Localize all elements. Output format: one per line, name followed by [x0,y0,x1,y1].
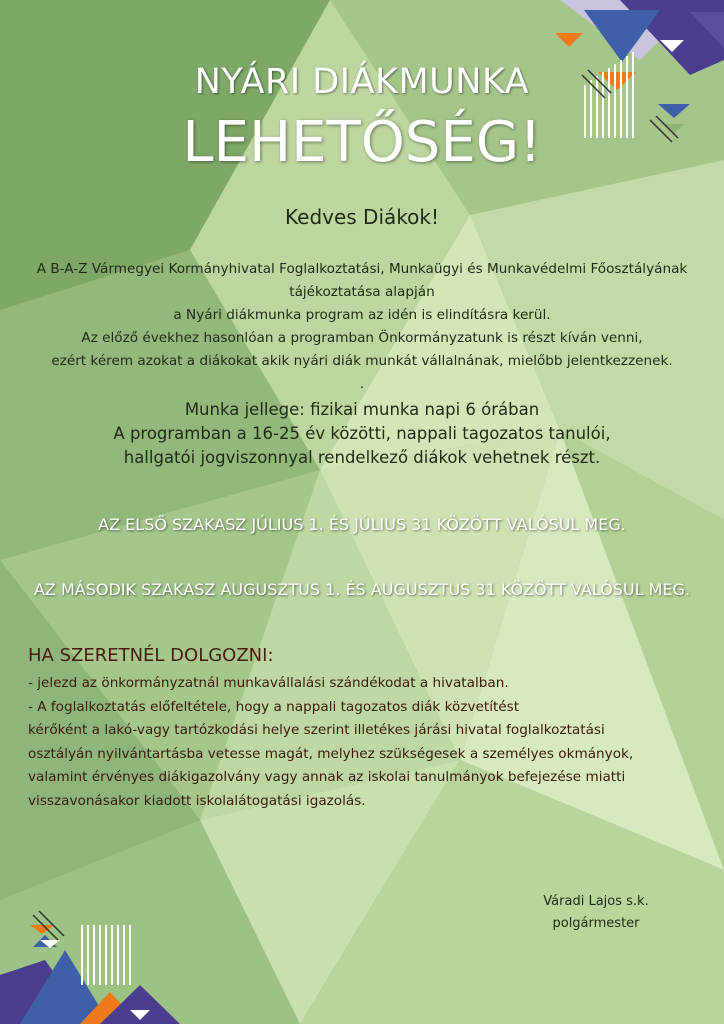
apply-instructions [28,672,708,814]
apply-line: visszavonásakor kiadott iskolalátogatási igazolás. [28,792,366,809]
intro-line: ezért kérem azokat a diákokat akik nyári diák munkát vállalnának, mielőbb jelentkezzenek. [51,353,673,369]
apply-line: - A foglalkoztatás előfeltétele, hogy a nappali tagozatos diák közvetítést [28,698,520,715]
signature-role: polgármester [552,916,640,931]
apply-line: - jelezd az önkormányzatnál munkavállalási szándékodat a hivatalban. [28,675,509,691]
title-line-1: NYÁRI DIÁKMUNKA [194,62,530,102]
signature-name: Váradi Lajos s.k. [543,894,649,909]
intro-line: . [359,376,365,392]
apply-line: kérőként a lakó-vagy tartózkodási helye szerint illetékes járási hivatal foglalkoztatási [28,722,605,739]
apply-line: valamint érvényes diákigazolvány vagy annak az iskolai tanulmányok befejezése miatti [28,769,626,786]
intro-line: Az előző évekhez hasonlóan a programban Önkormányzatunk is részt kíván venni, [81,330,643,346]
greeting: Kedves Diákok! [285,205,439,229]
job-line: A programban a 16-25 év közötti, nappali tagozatos tanulói, [113,424,611,443]
apply-line: osztályán nyilvántartásba vetesse magát, melyhez szükségesek a személyes okmányok, [28,745,634,762]
intro-line: tájékoztatása alapján [289,284,435,300]
intro-paragraph [20,258,704,396]
job-line: hallgatói jogviszonnyal rendelkező diákok vehetnek részt. [123,448,601,467]
signature-block [490,891,702,935]
title-line-2: LEHETŐSÉG! [182,110,542,175]
intro-line: a Nyári diákmunka program az idén is elindításra kerül. [173,307,551,323]
job-details [0,398,724,470]
second-phase-notice: AZ MÁSODIK SZAKASZ AUGUSZTUS 1. ÉS AUGUSZTUS 31 KÖZÖTT VALÓSUL MEG. [33,580,691,599]
job-line: Munka jellege: fizikai munka napi 6 órában [184,400,540,419]
first-phase-notice: AZ ELSŐ SZAKASZ JÚLIUS 1. ÉS JÚLIUS 31 KÖZÖTT VALÓSUL MEG. [98,515,626,534]
apply-heading: HA SZERETNÉL DOLGOZNI: [28,645,274,666]
intro-line: A B-A-Z Vármegyei Kormányhivatal Foglalkoztatási, Munkaügyi és Munkavédelmi Főosztályának [36,261,688,277]
